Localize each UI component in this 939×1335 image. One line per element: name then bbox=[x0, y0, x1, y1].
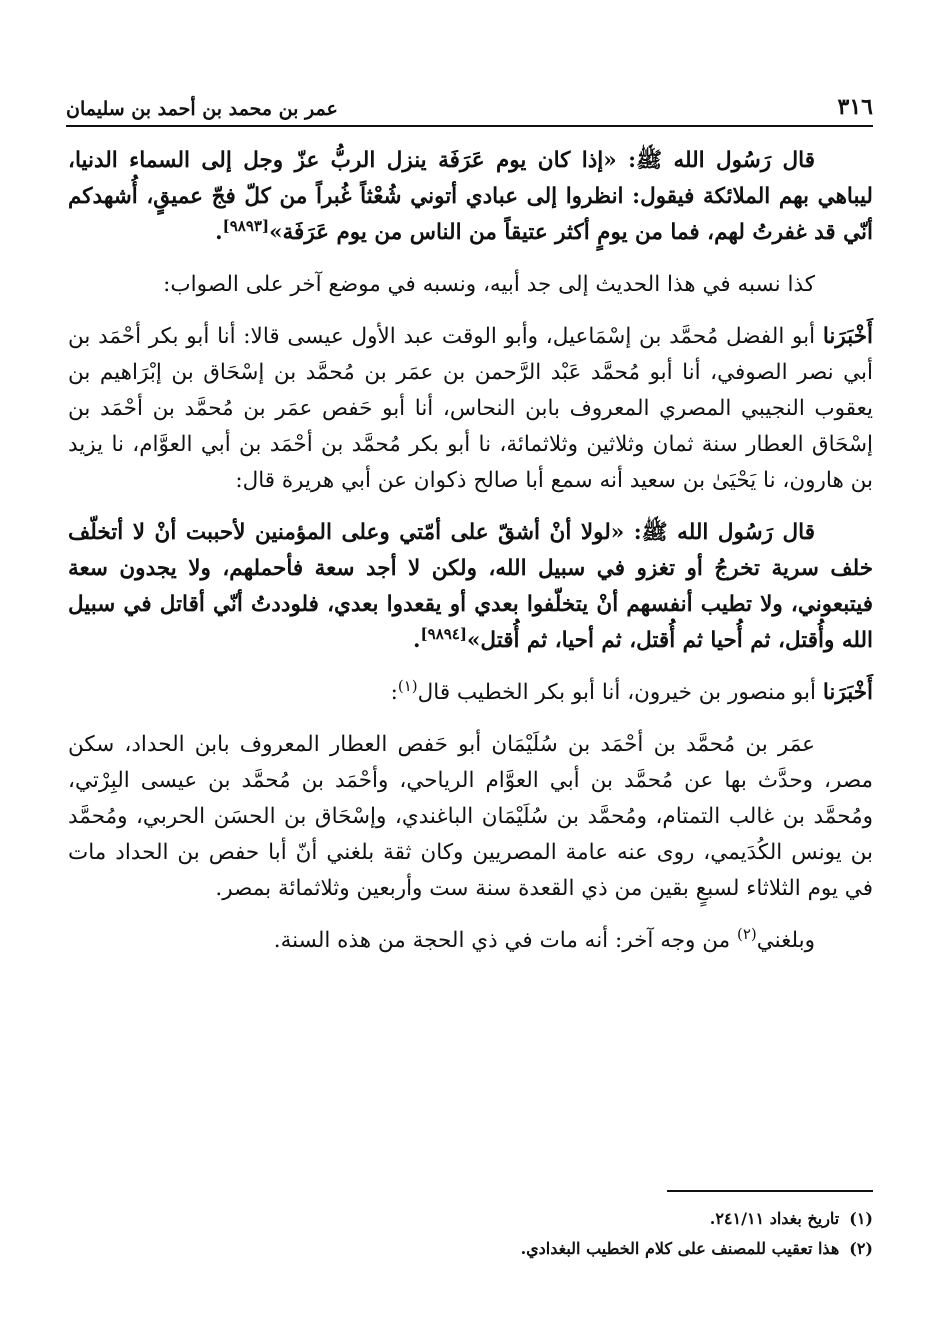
hadith-intro: قال رَسُول الله ﷺ: bbox=[624, 520, 815, 545]
header-rule bbox=[66, 125, 873, 127]
comment-paragraph bbox=[68, 267, 873, 303]
hadith-end: . bbox=[215, 220, 223, 245]
closing-lead: وبلغني bbox=[756, 928, 815, 953]
footnotes bbox=[66, 1204, 873, 1264]
main-text bbox=[68, 143, 873, 975]
footnote-rule bbox=[667, 1190, 873, 1192]
hadith-text: «إذا كان يوم عَرَفَة ينزل الربُّ عزّ وجل إلى السماء الدنيا، ليباهي بهم الملائكة فيقول: انظروا إلى عبادي أتوني شُعْثاً غُبراً من كلّ فجّ عميقٍ، أُشهدكم أنّي قد غفرتُ لهم، فما من يومٍ أكثر عتيقاً من الناس من يوم عَرَفَة» bbox=[68, 148, 873, 245]
footnote-item bbox=[66, 1234, 873, 1264]
footnote-ref: (٢) bbox=[736, 924, 757, 943]
hadith-paragraph-2 bbox=[68, 515, 873, 659]
hadith-text: «لولا أنْ أشقّ على أمّتي وعلى المؤمنين لأحببت أنْ لا أتخلّف خلف سرية تخرجُ أو تغزو في سبيل الله، ولكن لا أجد سعة فأحملهم، ولا يجدون سعة فيتبعوني، ولا تطيب أنفسهم أنْ يتخلّفوا بعدي أو يقعدوا بعدي، فلوددتُ أنّي أقاتل في سبيل الله وأُقتل، ثم أُحيا ثم أُقتل، ثم أحيا، ثم أُقتل» bbox=[68, 520, 873, 653]
page-header bbox=[66, 84, 873, 120]
hadith-paragraph-1 bbox=[68, 143, 873, 251]
hadith-number: [٩٨٩٤] bbox=[420, 624, 467, 643]
page-number: ٣١٦ bbox=[837, 94, 873, 120]
hadith-number: [٩٨٩٣] bbox=[222, 216, 270, 235]
hadith-end: . bbox=[413, 628, 421, 653]
isnad-text: أبو منصور بن خيرون، أنا أبو بكر الخطيب قال bbox=[417, 680, 823, 705]
footnote-text: تاريخ بغداد ٢٤١/١١. bbox=[709, 1209, 840, 1228]
footnote-number: (١) bbox=[849, 1209, 873, 1228]
isnad-lead-word: أَخْبَرَنا bbox=[822, 680, 873, 705]
closing-paragraph bbox=[68, 923, 873, 959]
closing-text: من وجه آخر: أنه مات في ذي الحجة من هذه السنة. bbox=[273, 928, 737, 953]
isnad-end: : bbox=[390, 680, 398, 705]
footnote-ref: (١) bbox=[397, 676, 418, 695]
biography-text: عمَر بن مُحمَّد بن أحْمَد بن سُلَيْمَان أبو حَفص العطار المعروف بابن الحداد، سكن مصر، وحدَّث بها عن مُحمَّد بن أبي العوَّام الرياحي، وأحْمَد بن مُحمَّد بن عيسى البِرْتي، ومُحمَّد بن غالب التمتام، ومُحمَّد بن سُلَيْمَان الباغندي، وإسْحَاق بن الحسَن الحربي، ومُحمَّد بن يونس الكُدَيمي، روى عنه عامة المصريين وكان ثقة بلغني أنّ أبا حفص بن الحداد مات في يوم الثلاثاء لسبعٍ بقين من ذي القعدة سنة ست وأربعين وثلاثمائة بمصر. bbox=[68, 732, 873, 901]
footnote-text: هذا تعقيب للمصنف على كلام الخطيب البغدادي. bbox=[520, 1239, 840, 1258]
isnad-lead-word: أَخْبَرَنا bbox=[822, 324, 873, 349]
footnote-number: (٢) bbox=[849, 1239, 873, 1258]
biography-paragraph bbox=[68, 727, 873, 907]
comment-text: كذا نسبه في هذا الحديث إلى جد أبيه، ونسبه في موضع آخر على الصواب: bbox=[163, 272, 815, 297]
hadith-intro: قال رَسُول الله ﷺ: bbox=[616, 148, 816, 173]
footnote-item bbox=[66, 1204, 873, 1234]
isnad-text: أبو الفضل مُحمَّد بن إسْمَاعيل، وأبو الوقت عبد الأول عيسى قالا: أنا أبو بكر أحْمَد بن أبي نصر الصوفي، أنا أبو مُحمَّد عَبْد الرَّحمن بن عمَر بن مُحمَّد بن إسْحَاق بن إبْرَاهيم بن يعقوب النجيبي المصري المعروف بابن النحاس، أنا أبو حَفص عمَر بن مُحمَّد بن أحْمَد بن إسْحَاق العطار سنة ثمان وثلاثين وثلاثمائة، نا أبو بكر مُحمَّد بن أحْمَد بن أبي العوَّام، نا يزيد بن هارون، نا يَحْيَىٰ بن سعيد أنه سمع أبا صالح ذكوان عن أبي هريرة قال: bbox=[68, 324, 873, 493]
running-title: عمر بن محمد بن أحمد بن سليمان bbox=[66, 98, 338, 120]
isnad-paragraph-1 bbox=[68, 319, 873, 499]
isnad-paragraph-2 bbox=[68, 675, 873, 711]
